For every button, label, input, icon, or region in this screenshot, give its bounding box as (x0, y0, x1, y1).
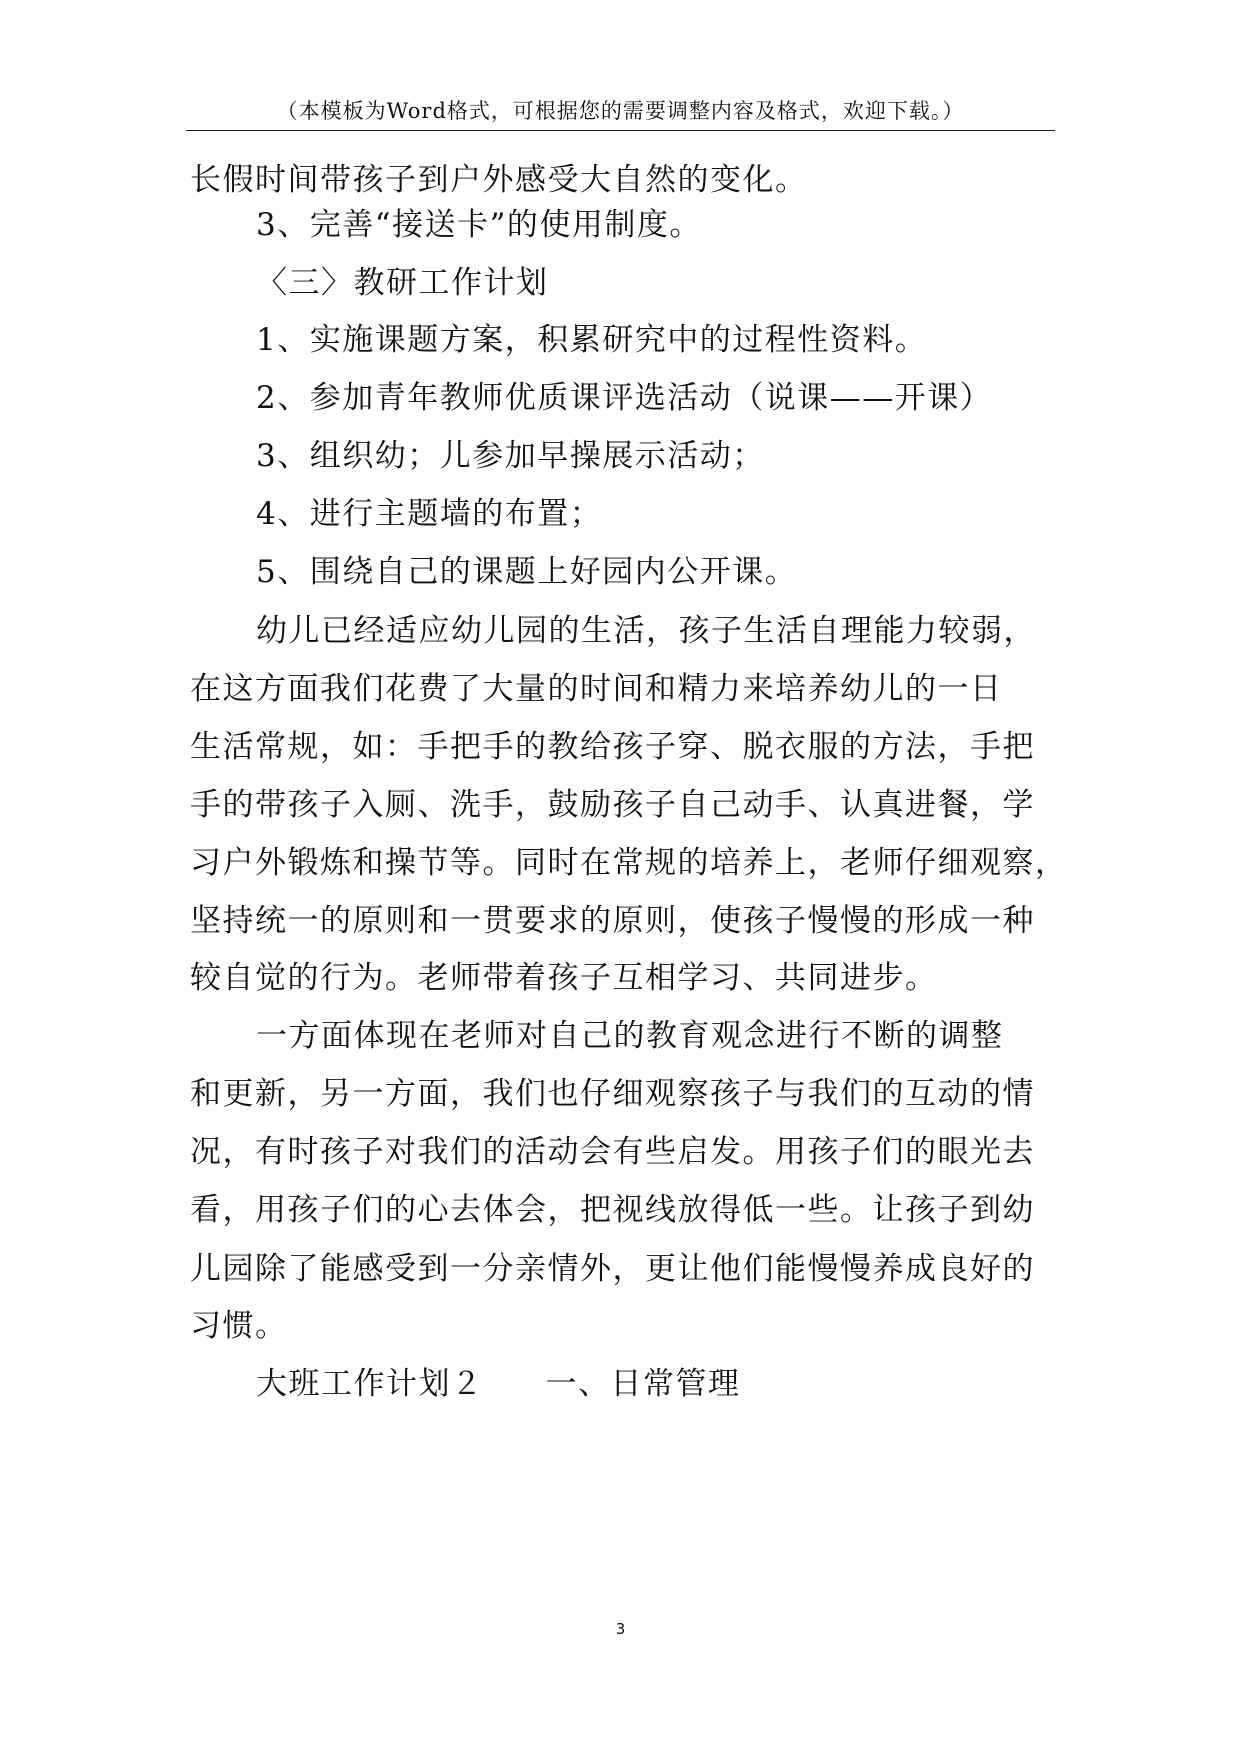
section-heading: 〈三〉教研工作计划 (256, 265, 549, 301)
paragraph-line: 较自觉的行为。老师带着孩子互相学习、共同进步。 (190, 960, 938, 996)
list-item: 1、实施课题方案，积累研究中的过程性资料。 (256, 322, 928, 358)
paragraph-line: 手的带孩子入厕、洗手，鼓励孩子自己动手、认真进餐，学 (190, 787, 1035, 823)
paragraph-line: 在这方面我们花费了大量的时间和精力来培养幼儿的一日 (190, 671, 1003, 707)
header-divider (186, 130, 1055, 131)
subheading-line (256, 1364, 741, 1404)
list-item: 4、进行主题墙的布置； (256, 496, 603, 532)
list-item: 2、参加青年教师优质课评选活动（说课——开课） (256, 380, 993, 416)
paragraph-line: 和更新，另一方面，我们也仔细观察孩子与我们的互动的情 (190, 1076, 1035, 1112)
plan-title: 大班工作计划２ (256, 1366, 484, 1402)
paragraph-line: 幼儿已经适应幼儿园的生活，孩子生活自理能力较弱， (256, 613, 1036, 649)
paragraph-line: 长假时间带孩子到户外感受大自然的变化。 (190, 162, 808, 198)
paragraph-line: 一方面体现在老师对自己的教育观念进行不断的调整 (256, 1018, 1004, 1054)
paragraph-line: 生活常规，如：手把手的教给孩子穿、脱衣服的方法，手把 (190, 729, 1035, 765)
paragraph-line: 看，用孩子们的心去体会，把视线放得低一些。让孩子到幼 (190, 1192, 1035, 1228)
page-number: 3 (615, 1620, 626, 1638)
template-note: （本模板为Word格式，可根据您的需要调整内容及格式，欢迎下载。） (276, 99, 965, 123)
paragraph-line: 况，有时孩子对我们的活动会有些启发。用孩子们的眼光去 (190, 1134, 1035, 1170)
list-item: 3、组织幼；儿参加早操展示活动； (256, 438, 765, 474)
paragraph-line: 习户外锻炼和操节等。同时在常规的培养上，老师仔细观察， (190, 845, 1068, 881)
paragraph-line: 儿园除了能感受到一分亲情外，更让他们能慢慢养成良好的 (190, 1251, 1035, 1287)
list-item: 3、完善“接送卡”的使用制度。 (256, 207, 702, 243)
paragraph-line: 习惯。 (190, 1308, 288, 1344)
section-heading: 一、日常管理 (545, 1366, 741, 1402)
paragraph-line: 坚持统一的原则和一贯要求的原则，使孩子慢慢的形成一种 (190, 903, 1035, 939)
list-item: 5、围绕自己的课题上好园内公开课。 (256, 554, 798, 590)
